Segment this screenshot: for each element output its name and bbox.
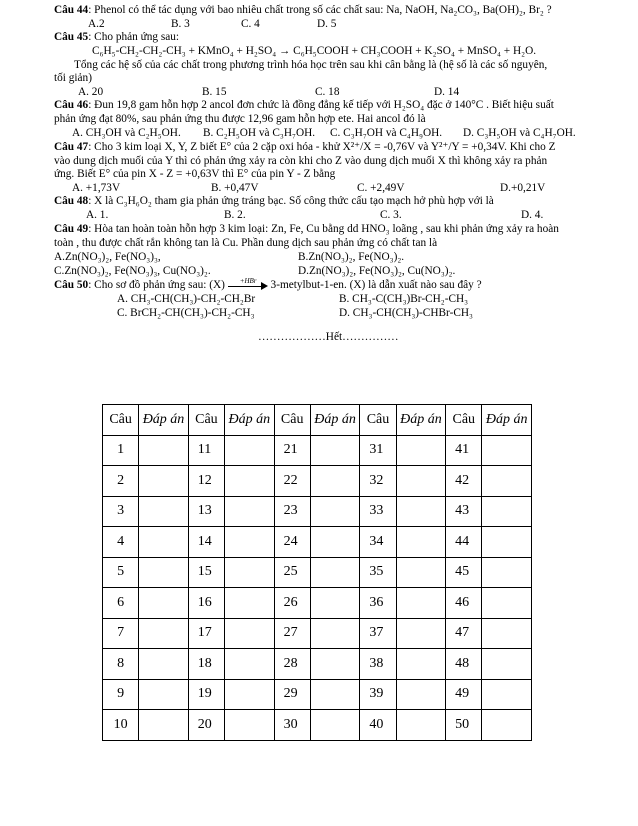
table-row [103,527,532,558]
answer-cell[interactable] [139,710,189,741]
question-number-cell: 22 [274,466,310,497]
question-number-cell: 44 [446,527,482,558]
option-b: B.Zn(NO₃)₂, Fe(NO₃)₂. [298,251,405,263]
question-text: : Phenol có thể tác dụng với bao nhiêu chất trong số các chất sau: Na, NaOH, Na₂CO₃, Ba(OH)₂, Br₂ ? [88,4,552,16]
header-dap-an: Đáp án [482,405,532,436]
option-a: A. 1. [86,209,109,221]
question-text: : Đun 19,8 gam hỗn hợp 2 ancol đơn chức là đồng đẳng kế tiếp với H₂SO₄ đặc ở 140°C . Biết hiệu suất [88,99,554,111]
answer-cell[interactable] [482,679,532,710]
question-number-cell: 28 [274,649,310,680]
question-number-cell: 7 [103,618,139,649]
question-number-cell: 3 [103,496,139,527]
question-46 [54,98,554,112]
question-label: Câu 49 [54,223,89,235]
question-text-line2: vào dung dịch muối của Y thì có phản ứng xảy ra còn khi cho Z vào dung dịch muối X thì không xảy ra phản [54,155,548,167]
answer-table-body [103,435,532,740]
question-number-cell: 9 [103,679,139,710]
option-d: D. 4. [521,209,544,221]
question-number-cell: 1 [103,435,139,466]
question-number-cell: 14 [188,527,224,558]
question-text-line2: Tổng các hệ số của các chất trong phương trình hóa học trên sau khi cân bằng là (hệ số là các số nguyên, [74,59,548,71]
option-d: D. 5 [317,18,337,30]
answer-cell[interactable] [139,527,189,558]
table-row [103,496,532,527]
question-number-cell: 8 [103,649,139,680]
question-text: : X là C₃H₆O₂ tham gia phản ứng tráng bạc. Số công thức cấu tạo mạch hở phù hợp với là [88,195,494,207]
option-a: A.Zn(NO₃)₂, Fe(NO₃)₃, [54,251,161,263]
answer-cell[interactable] [139,466,189,497]
option-a: A. +1,73V [72,182,121,194]
question-number-cell: 23 [274,496,310,527]
option-d: D.Zn(NO₃)₂, Fe(NO₃)₂, Cu(NO₃)₂. [298,265,456,277]
question-44 [54,3,552,17]
reaction-equation: C₆H₅-CH₂-CH₂-CH₃ + KMnO₄ + H₂SO₄ → C₆H₅COOH + CH₃COOH + K₂SO₄ + MnSO₄ + H₂O. [92,45,537,57]
question-number-cell: 35 [360,557,396,588]
option-d: D. CH₃-CH(CH₃)-CHBr-CH₃ [339,307,473,319]
answer-cell[interactable] [139,618,189,649]
question-label: Câu 44 [54,4,89,16]
question-text: : Cho sơ đồ phản ứng sau: (X) [88,279,225,291]
option-b: B. +0,47V [211,182,259,194]
question-number-cell: 31 [360,435,396,466]
answer-cell[interactable] [482,435,532,466]
table-row [103,618,532,649]
answer-cell[interactable] [225,496,275,527]
question-number-cell: 46 [446,588,482,619]
question-number-cell: 42 [446,466,482,497]
header-dap-an: Đáp án [310,405,360,436]
end-marker: ………………Hết…………… [258,331,399,343]
answer-cell[interactable] [482,466,532,497]
question-number-cell: 29 [274,679,310,710]
table-row [103,679,532,710]
answer-cell[interactable] [310,679,360,710]
header-cau: Câu [360,405,396,436]
question-47 [54,140,556,154]
question-45 [54,30,179,44]
header-dap-an: Đáp án [225,405,275,436]
answer-cell[interactable] [225,527,275,558]
option-b: B. C₂H₅OH và C₃H₇OH. [203,127,316,139]
answer-cell[interactable] [225,710,275,741]
answer-cell[interactable] [396,496,446,527]
answer-cell[interactable] [310,466,360,497]
option-c: C. 3. [380,209,402,221]
question-number-cell: 4 [103,527,139,558]
question-number-cell: 47 [446,618,482,649]
question-number-cell: 19 [188,679,224,710]
answer-cell[interactable] [482,557,532,588]
header-cau: Câu [274,405,310,436]
question-label: Câu 50 [54,279,89,291]
question-48 [54,194,494,208]
answer-cell[interactable] [310,527,360,558]
option-b: B. 2. [224,209,246,221]
question-number-cell: 39 [360,679,396,710]
answer-cell[interactable] [310,649,360,680]
question-number-cell: 48 [446,649,482,680]
table-row [103,435,532,466]
answer-cell[interactable] [396,527,446,558]
question-number-cell: 50 [446,710,482,741]
answer-cell[interactable] [310,710,360,741]
table-row [103,466,532,497]
question-number-cell: 26 [274,588,310,619]
question-number-cell: 16 [188,588,224,619]
question-number-cell: 27 [274,618,310,649]
question-text-line3: ứng. Biết E° của pin X - Z = +0,63V thì E° của pin Y - Z bằng [54,168,336,180]
answer-cell[interactable] [225,588,275,619]
answer-cell[interactable] [396,679,446,710]
answer-cell[interactable] [139,557,189,588]
question-number-cell: 21 [274,435,310,466]
question-text: : Cho phản ứng sau: [88,31,180,43]
answer-cell[interactable] [482,588,532,619]
answer-cell[interactable] [396,710,446,741]
question-50 [54,278,482,292]
question-number-cell: 12 [188,466,224,497]
table-header-row [103,405,532,436]
answer-cell[interactable] [310,435,360,466]
question-number-cell: 43 [446,496,482,527]
option-a: A. 20 [78,86,104,98]
answer-cell[interactable] [225,557,275,588]
option-c: C. 18 [315,86,340,98]
option-c: C. 4 [241,18,260,30]
question-number-cell: 32 [360,466,396,497]
answer-cell[interactable] [225,649,275,680]
answer-cell[interactable] [310,557,360,588]
answer-cell[interactable] [225,435,275,466]
option-a: A.2 [88,18,105,30]
question-label: Câu 46 [54,99,89,111]
question-text-line2: toàn , thu được chất rắn không tan là Cu. Phần dung dịch sau phản ứng có chất tan là [54,237,438,249]
question-number-cell: 18 [188,649,224,680]
answer-cell[interactable] [225,618,275,649]
question-number-cell: 6 [103,588,139,619]
table-row [103,710,532,741]
header-cau: Câu [188,405,224,436]
answer-cell[interactable] [396,466,446,497]
question-text: : Cho 3 kim loại X, Y, Z biết E° của 2 cặp oxi hóa - khử X²⁺/X = -0,76V và Y²⁺/Y = +0,34V. Khi cho Z [88,141,556,153]
question-number-cell: 24 [274,527,310,558]
header-dap-an: Đáp án [139,405,189,436]
answer-cell[interactable] [139,679,189,710]
option-c: C. BrCH₂-CH(CH₃)-CH₂-CH₃ [117,307,255,319]
question-text-line2: phản ứng đạt 80%, sau phản ứng thu được 12,96 gam hỗn hợp ete. Hai ancol đó là [54,113,426,125]
table-row [103,557,532,588]
answer-cell[interactable] [225,679,275,710]
option-d: D.+0,21V [500,182,546,194]
answer-cell[interactable] [396,649,446,680]
answer-cell[interactable] [225,466,275,497]
question-number-cell: 40 [360,710,396,741]
option-c: C. C₃H₇OH và C₄H₉OH. [330,127,443,139]
answer-cell[interactable] [139,435,189,466]
arrow-label: +HBr [239,277,257,286]
answer-cell[interactable] [310,496,360,527]
header-dap-an: Đáp án [396,405,446,436]
question-number-cell: 36 [360,588,396,619]
answer-table [102,404,532,741]
question-number-cell: 30 [274,710,310,741]
question-label: Câu 48 [54,195,89,207]
question-number-cell: 20 [188,710,224,741]
option-b: B. CH₃-C(CH₃)Br-CH₂-CH₃ [339,293,469,305]
table-row [103,588,532,619]
question-number-cell: 34 [360,527,396,558]
question-text: : Hòa tan hoàn toàn hỗn hợp 3 kim loại: Zn, Fe, Cu bằng dd HNO₃ loãng , sau khi phản ứng xảy ra hoàn [88,223,559,235]
answer-cell[interactable] [139,649,189,680]
answer-cell[interactable] [482,496,532,527]
answer-cell[interactable] [396,618,446,649]
question-number-cell: 5 [103,557,139,588]
question-number-cell: 10 [103,710,139,741]
question-number-cell: 25 [274,557,310,588]
question-number-cell: 49 [446,679,482,710]
question-number-cell: 41 [446,435,482,466]
question-number-cell: 37 [360,618,396,649]
question-49 [54,222,559,236]
question-number-cell: 17 [188,618,224,649]
question-number-cell: 45 [446,557,482,588]
reaction-arrow-icon [228,277,268,290]
option-b: B. 3 [171,18,190,30]
question-label: Câu 47 [54,141,89,153]
answer-cell[interactable] [396,435,446,466]
answer-cell[interactable] [396,557,446,588]
question-text-after: 3-metylbut-1-en. (X) là dẫn xuất nào sau đây ? [270,279,482,291]
table-row [103,649,532,680]
option-a: A. CH₃-CH(CH₃)-CH₂-CH₂Br [117,293,256,305]
question-number-cell: 2 [103,466,139,497]
question-number-cell: 15 [188,557,224,588]
option-c: C.Zn(NO₃)₂, Fe(NO₃)₃, Cu(NO₃)₂. [54,265,211,277]
answer-cell[interactable] [396,588,446,619]
question-number-cell: 11 [188,435,224,466]
answer-cell[interactable] [482,649,532,680]
header-cau: Câu [103,405,139,436]
option-a: A. CH₃OH và C₂H₅OH. [72,127,181,139]
option-b: B. 15 [202,86,227,98]
question-number-cell: 38 [360,649,396,680]
answer-cell[interactable] [310,618,360,649]
option-c: C. +2,49V [357,182,405,194]
header-cau: Câu [446,405,482,436]
answer-cell[interactable] [482,527,532,558]
answer-cell[interactable] [139,496,189,527]
answer-cell[interactable] [139,588,189,619]
question-label: Câu 45 [54,31,89,43]
question-text-line3: tối giản) [54,72,92,84]
option-d: D. 14 [434,86,460,98]
answer-cell[interactable] [310,588,360,619]
answer-cell[interactable] [482,710,532,741]
question-number-cell: 13 [188,496,224,527]
question-number-cell: 33 [360,496,396,527]
option-d: D. C₃H₅OH và C₄H₇OH. [463,127,576,139]
answer-cell[interactable] [482,618,532,649]
